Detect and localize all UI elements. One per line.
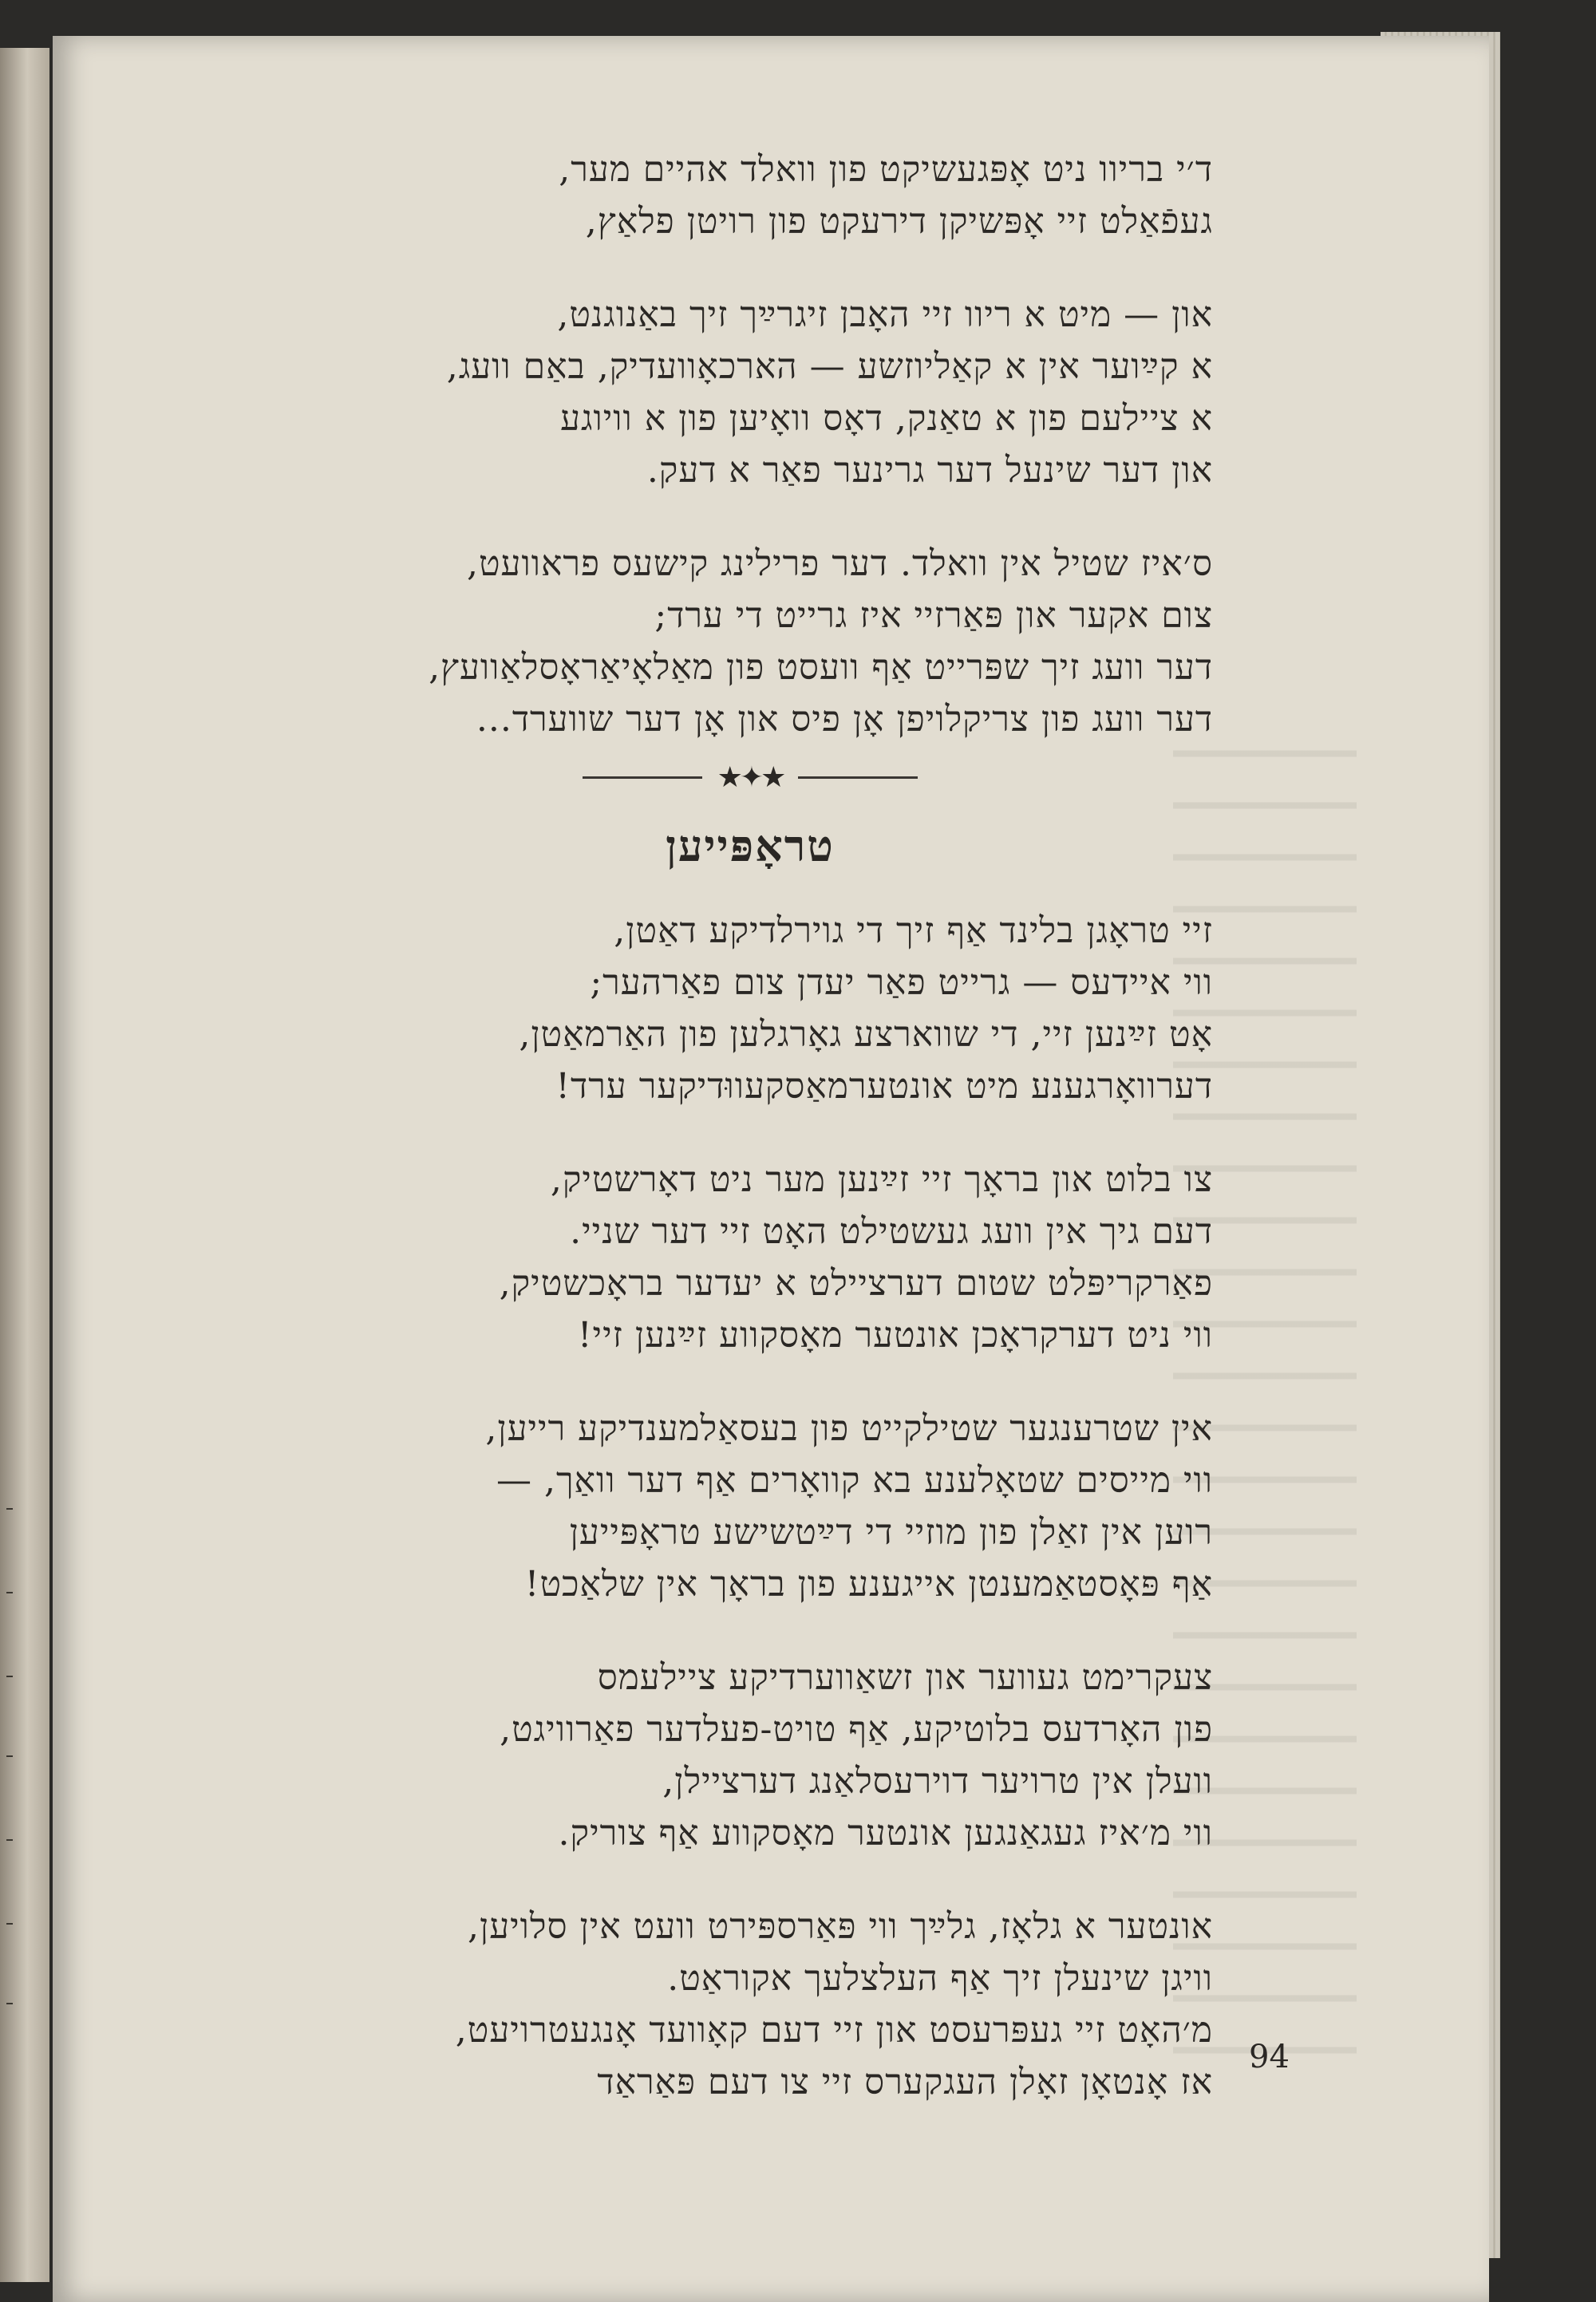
poem-line: און דער שינעל דער גרינער פאַר א דעק. — [646, 450, 1213, 491]
poem1-stanza-3 — [287, 538, 1213, 745]
section-divider — [287, 761, 1213, 793]
poem-line: אַף פּאָסטאַמענטן אייגענע פון בראָך אין שלאַכט! — [524, 1564, 1213, 1605]
poem-line: ס׳איז שטיל אין וואלד. דער פרילינג קישעס פראוועט, — [466, 543, 1213, 584]
poem-line: מ׳האָט זיי געפּרעסט און זיי דעם קאָוועד אָנגעטרויעט, — [455, 2010, 1213, 2051]
poem-line: ווי מייסים שטאָלענע בא קוואָרים אַף דער וואַך, — — [496, 1460, 1213, 1501]
poem-title: טראָפּייען — [666, 820, 835, 871]
poem-line: צום אקער און פּאַרזיי איז גרייט די ערד; — [654, 595, 1213, 636]
poem-line: דער וועג זיך שפּרייט אַף וועסט פון מאַלאָיאַראָסלאַוועץ, — [429, 647, 1213, 688]
poem-line: ווי איידעס — גרייט פאַר יעדן צום פאַרהער; — [590, 962, 1213, 1003]
poem-line: ווי מ׳איז געגאַנגען אונטער מאָסקווע אַף צוריק. — [558, 1813, 1213, 1854]
poem-line: וועלן אין טרויער דוירעסלאַנג דערציילן, — [662, 1761, 1213, 1802]
poem-line: צעקרימט געווער און זשאַווערדיקע ציילעמס — [597, 1657, 1213, 1698]
poem-line: אז אָנטאָן זאָלן העגקערס זיי צו דעם פּאַראַד — [597, 2062, 1213, 2103]
poem-line: אָט זײַנען זיי, די שווארצע גאָרגלען פון האַרמאַטן, — [519, 1014, 1213, 1055]
poem2-stanza-2 — [287, 1154, 1213, 1361]
poem2-stanza-1 — [287, 905, 1213, 1112]
poem-line: א ציילעם פון א טאַנק, דאָס וואָיען פון א וויוגע — [560, 398, 1213, 439]
divider-rule-right — [798, 776, 918, 779]
divider-stars: ★✦★ — [717, 761, 784, 794]
divider-rule-left — [583, 776, 702, 779]
poem-line: דעם גיך אין וועג געשטילט האָט זיי דער שניי. — [570, 1211, 1213, 1252]
poem-line: געפֿאַלט זיי אָפּשיקן דירעקט פון רויטן פלאַץ, — [585, 201, 1213, 242]
poem-line: זיי טראָגן בלינד אַף זיך די גוירלדיקע דאַטן, — [614, 910, 1213, 951]
poem-line: פון האָרדעס בלוטיקע, אַף טויט-פעלדער פאַרוויגט, — [500, 1709, 1213, 1750]
poem-line: צו בלוט און בראָך זיי זײַנען מער ניט דאָרשטיק, — [550, 1159, 1213, 1200]
poem1-stanza-2 — [287, 289, 1213, 496]
previous-page-text-fragments — [6, 48, 30, 2282]
poem2-stanza-5 — [287, 1901, 1213, 2108]
poem-line: דער וועג פון צריקלויפן אָן פיס און אָן דער שווערד... — [476, 699, 1213, 740]
poem-line: דערוואָרגענע מיט אונטערמאַסקעווּדיקער ערד! — [555, 1066, 1213, 1107]
poem-line: און — מיט א ריוו זיי האָבן זיגרײַך זיך באַנוגנט, — [557, 294, 1213, 335]
poem-line: רוען אין זאַלן פון מוזיי די דײַטשישע טראָפּייען — [569, 1512, 1213, 1553]
poem1-stanza-1 — [287, 144, 1213, 247]
poem2-stanza-3 — [287, 1403, 1213, 1610]
page-number: 94 — [1249, 2039, 1290, 2075]
poem-line: א קײַוער אין א קאַליוזשע — הארכאָוועדיק, באַם וועג, — [446, 346, 1213, 387]
page-text — [287, 144, 1213, 2103]
poem2-stanza-4 — [287, 1652, 1213, 1859]
poem-line: אין שטרענגער שטילקייט פון בעסאַלמענדיקע רייען, — [485, 1408, 1213, 1449]
poem-line: ווי ניט דערקראָכן אונטער מאָסקווע זײַנען זיי! — [577, 1315, 1213, 1356]
poem-line: פאַרקריפּלט שטום דערציילט א יעדער בראָכשטיק, — [499, 1263, 1213, 1304]
poem-line: וויגן שינעלן זיך אַף העלצלעך אקוראַט. — [667, 1958, 1213, 1999]
poem-line: ד׳י בריוו ניט אָפּגעשיקט פון וואלד אהיים מער, — [559, 149, 1213, 190]
previous-page-edge — [0, 48, 49, 2282]
poem-line: אונטער א גלאָז, גלײַך ווי פּאַרספּירט וועט אין סלויען, — [468, 1906, 1213, 1947]
